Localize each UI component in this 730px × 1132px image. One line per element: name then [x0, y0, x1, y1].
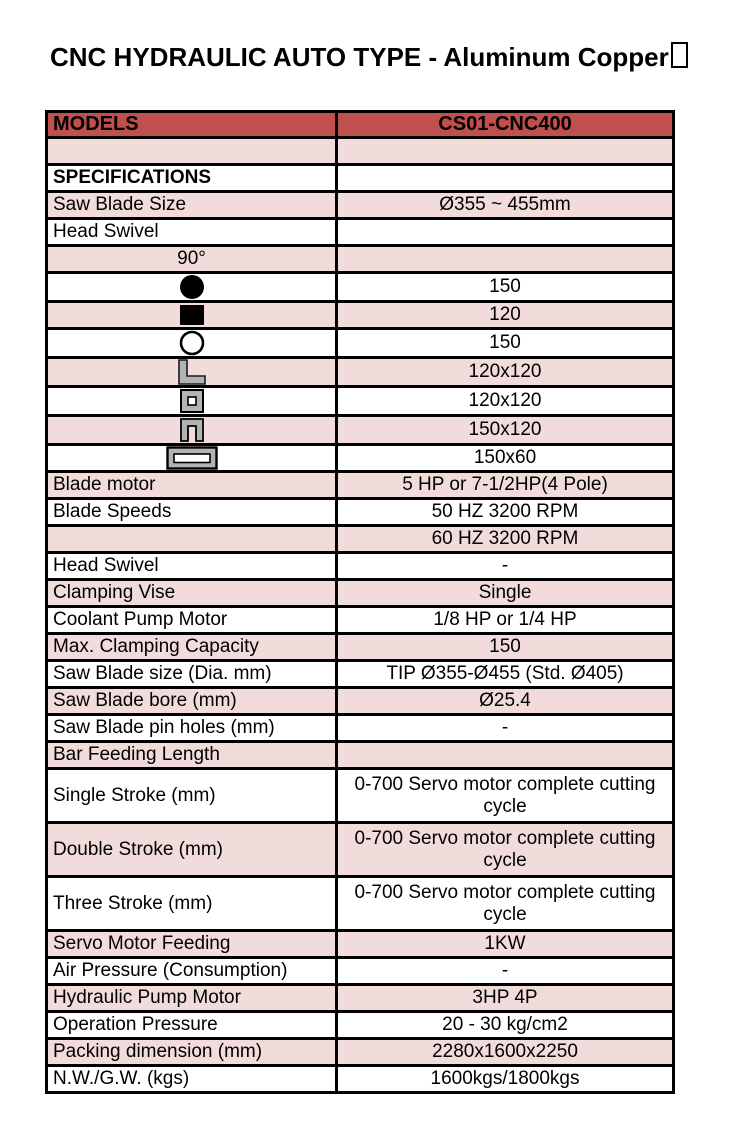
spec-label-cell: Head Swivel: [47, 553, 337, 580]
spec-row: [47, 688, 674, 715]
spec-value-cell: 0-700 Servo motor complete cutting cycle: [337, 877, 674, 931]
solid-square-bar-icon: [179, 304, 205, 325]
spec-label-cell: Saw Blade size (Dia. mm): [47, 661, 337, 688]
round-tube-icon: [179, 332, 205, 353]
spec-value-cell: 2280x1600x2250: [337, 1039, 674, 1066]
spec-label-cell: Clamping Vise: [47, 580, 337, 607]
spec-value-cell: [337, 138, 674, 165]
rectangular-tube-icon: [166, 447, 218, 468]
spec-value-cell: 1/8 HP or 1/4 HP: [337, 607, 674, 634]
spec-value-cell: 5 HP or 7-1/2HP(4 Pole): [337, 472, 674, 499]
spec-label-cell: Saw Blade bore (mm): [47, 688, 337, 715]
spec-row: [47, 553, 674, 580]
channel-profile-icon: [179, 419, 205, 440]
spec-label-cell: Coolant Pump Motor: [47, 607, 337, 634]
spec-row: [47, 138, 674, 165]
spec-value-cell: 1KW: [337, 931, 674, 958]
spec-value-cell: 150: [337, 634, 674, 661]
spec-row: [47, 661, 674, 688]
spec-value-cell: Ø25.4: [337, 688, 674, 715]
spec-value-cell: [337, 246, 674, 273]
spec-value-cell: -: [337, 715, 674, 742]
spec-row: [47, 958, 674, 985]
spec-row: [47, 273, 674, 302]
spec-row: [47, 580, 674, 607]
spec-value-cell: 20 - 30 kg/cm2: [337, 1012, 674, 1039]
spec-row: [47, 165, 674, 192]
spec-row: [47, 302, 674, 329]
spec-value-cell: Ø355 ~ 455mm: [337, 192, 674, 219]
spec-label-cell: Saw Blade pin holes (mm): [47, 715, 337, 742]
spec-value-cell: 150x60: [337, 445, 674, 472]
spec-row: [47, 1039, 674, 1066]
spec-row: [47, 715, 674, 742]
spec-value-cell: TIP Ø355-Ø455 (Std. Ø405): [337, 661, 674, 688]
spec-row: [47, 1012, 674, 1039]
spec-value-cell: 120x120: [337, 358, 674, 387]
angle-profile-icon: [177, 361, 207, 382]
spec-value-cell: 3HP 4P: [337, 985, 674, 1012]
spec-label-cell: Air Pressure (Consumption): [47, 958, 337, 985]
spec-label-cell: [47, 526, 337, 553]
spec-label-cell: N.W./G.W. (kgs): [47, 1066, 337, 1093]
spec-value-cell: -: [337, 958, 674, 985]
square-tube-icon: [179, 390, 205, 411]
spec-row: [47, 416, 674, 445]
spec-row: [47, 219, 674, 246]
spec-value-cell: 150: [337, 329, 674, 358]
spec-row: [47, 246, 674, 273]
spec-label-cell: Single Stroke (mm): [47, 769, 337, 823]
spec-label-cell: Head Swivel: [47, 219, 337, 246]
spec-row: [47, 769, 674, 823]
spec-label-cell: Max. Clamping Capacity: [47, 634, 337, 661]
spec-value-cell: 150x120: [337, 416, 674, 445]
spec-label-cell: Double Stroke (mm): [47, 823, 337, 877]
spec-row: [47, 823, 674, 877]
spec-value-cell: 150: [337, 273, 674, 302]
specifications-section-header: SPECIFICATIONS: [47, 165, 337, 192]
spec-value-cell: Single: [337, 580, 674, 607]
spec-row: [47, 472, 674, 499]
spec-row: [47, 877, 674, 931]
spec-row: [47, 931, 674, 958]
head-swivel-angle-cell: 90°: [47, 246, 337, 273]
spec-row: [47, 358, 674, 387]
page-title: [50, 42, 688, 73]
spec-label-cell: Saw Blade Size: [47, 192, 337, 219]
spec-table: [45, 110, 675, 1094]
spec-value-cell: 120x120: [337, 387, 674, 416]
spec-value-cell: 50 HZ 3200 RPM: [337, 499, 674, 526]
spec-value-cell: [337, 742, 674, 769]
spec-label-cell: Three Stroke (mm): [47, 877, 337, 931]
spec-row: [47, 985, 674, 1012]
spec-value-cell: [337, 165, 674, 192]
solid-round-bar-icon: [179, 276, 205, 297]
spec-row: [47, 526, 674, 553]
table-header-row: [47, 112, 674, 138]
spec-label-cell: Blade motor: [47, 472, 337, 499]
spec-label-cell: Packing dimension (mm): [47, 1039, 337, 1066]
spec-label-cell: [47, 138, 337, 165]
spec-value-cell: 0-700 Servo motor complete cutting cycle: [337, 823, 674, 877]
model-name-header: CS01-CNC400: [337, 112, 674, 138]
spec-value-cell: 120: [337, 302, 674, 329]
spec-row: [47, 329, 674, 358]
spec-label-cell: Blade Speeds: [47, 499, 337, 526]
spec-value-cell: [337, 219, 674, 246]
spec-value-cell: 0-700 Servo motor complete cutting cycle: [337, 769, 674, 823]
spec-value-cell: 60 HZ 3200 RPM: [337, 526, 674, 553]
spec-row: [47, 607, 674, 634]
spec-row: [47, 499, 674, 526]
spec-row: [47, 387, 674, 416]
missing-glyph-box: [671, 42, 688, 68]
spec-row: [47, 742, 674, 769]
models-column-header: MODELS: [47, 112, 337, 138]
spec-label-cell: Bar Feeding Length: [47, 742, 337, 769]
spec-value-cell: -: [337, 553, 674, 580]
spec-label-cell: Servo Motor Feeding: [47, 931, 337, 958]
page-title-text: CNC HYDRAULIC AUTO TYPE - Aluminum Copper: [50, 42, 669, 72]
spec-row: [47, 445, 674, 472]
spec-label-cell: Hydraulic Pump Motor: [47, 985, 337, 1012]
spec-row: [47, 192, 674, 219]
spec-value-cell: 1600kgs/1800kgs: [337, 1066, 674, 1093]
spec-row: [47, 634, 674, 661]
spec-label-cell: Operation Pressure: [47, 1012, 337, 1039]
spec-row: [47, 1066, 674, 1093]
